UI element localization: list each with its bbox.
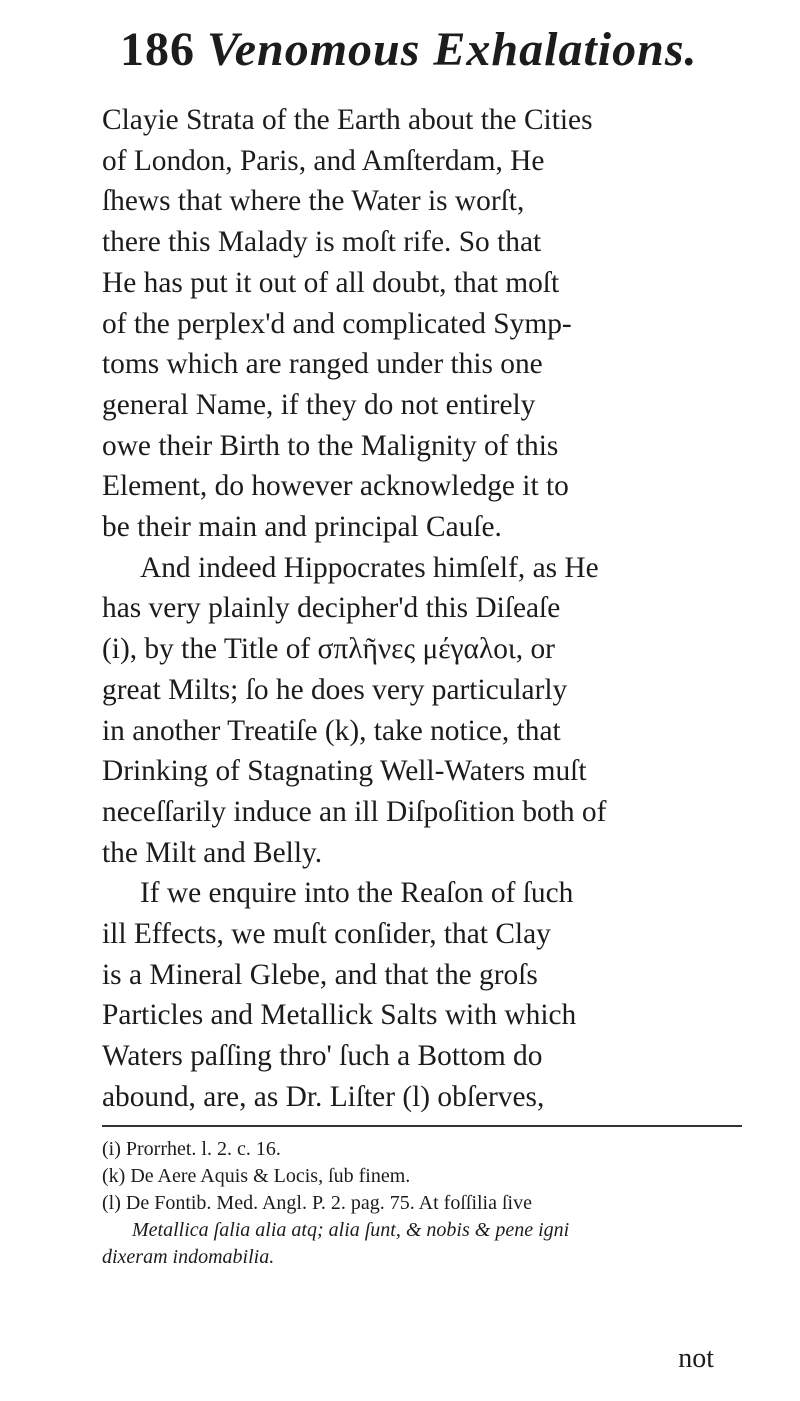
body-line: general Name, if they do not entirely (102, 388, 536, 421)
body-line: neceſſarily induce an ill Diſpoſition both of (102, 795, 607, 828)
body-line: toms which are ranged under this one (102, 348, 543, 381)
body-line: is a Mineral Glebe, and that the groſs (102, 958, 538, 991)
body-line: there this Malady is moſt rife. So that (102, 226, 542, 259)
catchword: not (678, 1343, 714, 1374)
body-line: be their main and principal Cauſe. (102, 511, 502, 544)
body-line: ill Effects, we muſt conſider, that Clay (102, 918, 551, 951)
body-line: (i), by the Title of σπλῆνες μέγαλοι, or (102, 633, 555, 666)
body-line: has very plainly decipher'd this Diſeaſe (102, 592, 561, 625)
body-line: Drinking of Stagnating Well-Waters muſt (102, 755, 587, 788)
body-line: abound, are, as Dr. Liſter (l) obſerves, (102, 1080, 545, 1113)
footnote: (l) De Fontib. Med. Angl. P. 2. pag. 75. At foſſilia ſive (102, 1192, 532, 1214)
body-line: Waters paſſing thro' ſuch a Bottom do (102, 1040, 543, 1073)
page-number: 186 (120, 23, 195, 76)
footnote-continuation: dixeram indomabilia. (102, 1246, 275, 1268)
body-line: Element, do however acknowledge it to (102, 470, 569, 503)
body-text (102, 100, 742, 1118)
body-line: Particles and Metallick Salts with which (102, 999, 577, 1032)
footnote: (i) Prorrhet. l. 2. c. 16. (102, 1138, 281, 1160)
body-line: of London, Paris, and Amſterdam, He (102, 144, 545, 177)
footnotes (102, 1136, 742, 1271)
body-line: ſhews that where the Water is worſt, (102, 185, 525, 218)
body-line: And indeed Hippocrates himſelf, as He (140, 551, 599, 584)
body-line: in another Treatiſe (k), take notice, that (102, 714, 561, 747)
body-line: great Milts; ſo he does very particularly (102, 673, 568, 706)
body-line: owe their Birth to the Malignity of this (102, 429, 559, 462)
footnote: (k) De Aere Aquis & Locis, ſub finem. (102, 1165, 411, 1187)
body-line: He has put it out of all doubt, that moſt (102, 266, 560, 299)
page-header (120, 22, 698, 77)
body-line: Clayie Strata of the Earth about the Cities (102, 104, 593, 136)
running-title: Venomous Exhalations. (207, 23, 698, 76)
body-line: of the perplex'd and complicated Symp- (102, 307, 572, 340)
body-line: If we enquire into the Reaſon of ſuch (140, 877, 574, 910)
footnote-continuation: Metallica ſalia alia atq; alia ſunt, & nobis & pene igni (132, 1219, 570, 1241)
footnote-divider (102, 1125, 742, 1127)
body-line: the Milt and Belly. (102, 836, 323, 869)
